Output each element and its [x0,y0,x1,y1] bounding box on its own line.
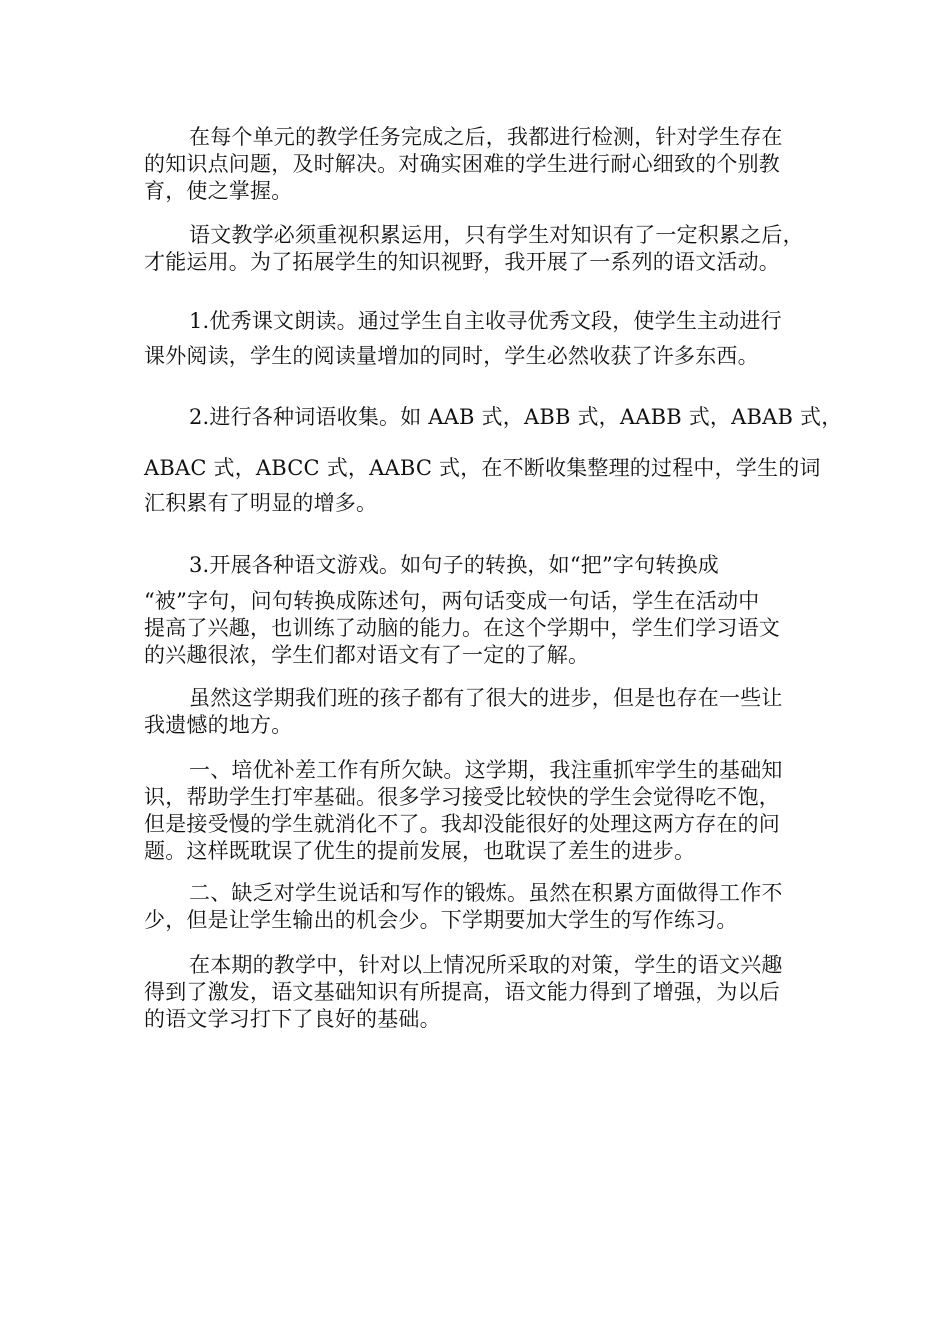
paragraph-7-line-1: 一、培优补差工作有所欠缺。这学期，我注重抓牢学生的基础知 [189,758,783,782]
paragraph-3-line-1: 1.优秀课文朗读。通过学生自主收寻优秀文段，使学生主动进行 [189,309,782,333]
paragraph-5-line-4: 的兴趣很浓，学生们都对语文有了一定的了解。 [144,643,590,667]
paragraph-7-line-4: 题。这样既耽误了优生的提前发展，也耽误了差生的进步。 [144,839,696,863]
paragraph-1-line-1: 在每个单元的教学任务完成之后，我都进行检测，针对学生存在 [189,125,783,149]
paragraph-5-line-1: 3.开展各种语文游戏。如句子的转换，如“把”字句转换成 [189,553,719,577]
paragraph-2-line-1: 语文教学必须重视积累运用，只有学生对知识有了一定积累之后， [189,223,804,247]
paragraph-2-line-2: 才能运用。为了拓展学生的知识视野，我开展了一系列的语文活动。 [144,250,780,274]
paragraph-3-line-2: 课外阅读，学生的阅读量增加的同时，学生必然收获了许多东西。 [144,344,759,368]
paragraph-5-line-3: 提高了兴趣，也训练了动脑的能力。在这个学期中，学生们学习语文 [144,616,780,640]
paragraph-9-line-2: 得到了激发，语文基础知识有所提高，语文能力得到了增强，为以后 [144,980,780,1004]
paragraph-6-line-1: 虽然这学期我们班的孩子都有了很大的进步，但是也存在一些让 [189,686,783,710]
paragraph-9-line-3: 的语文学习打下了良好的基础。 [144,1007,441,1031]
paragraph-9-line-1: 在本期的教学中，针对以上情况所采取的对策，学生的语文兴趣 [189,953,783,977]
paragraph-1-line-2: 的知识点问题，及时解决。对确实困难的学生进行耐心细致的个别教 [144,152,780,176]
paragraph-6-line-2: 我遗憾的地方。 [144,713,293,737]
paragraph-4-line-2: ABAC 式，ABCC 式，AABC 式，在不断收集整理的过程中，学生的词 [144,456,821,480]
paragraph-8-line-2: 少，但是让学生输出的机会少。下学期要加大学生的写作练习。 [144,908,738,932]
paragraph-7-line-2: 识，帮助学生打牢基础。很多学习接受比较快的学生会觉得吃不饱， [144,785,780,809]
paragraph-1-line-3: 育，使之掌握。 [144,179,293,203]
paragraph-7-line-3: 但是接受慢的学生就消化不了。我却没能很好的处理这两方存在的问 [144,812,780,836]
paragraph-4-line-3: 汇积累有了明显的增多。 [144,491,378,515]
paragraph-4-line-1: 2.进行各种词语收集。如 AAB 式，ABB 式，AABB 式，ABAB 式， [189,405,843,429]
paragraph-5-line-2: “被”字句，问句转换成陈述句，两句话变成一句话，学生在活动中 [144,589,760,613]
paragraph-8-line-1: 二、缺乏对学生说话和写作的锻炼。虽然在积累方面做得工作不 [189,881,783,905]
